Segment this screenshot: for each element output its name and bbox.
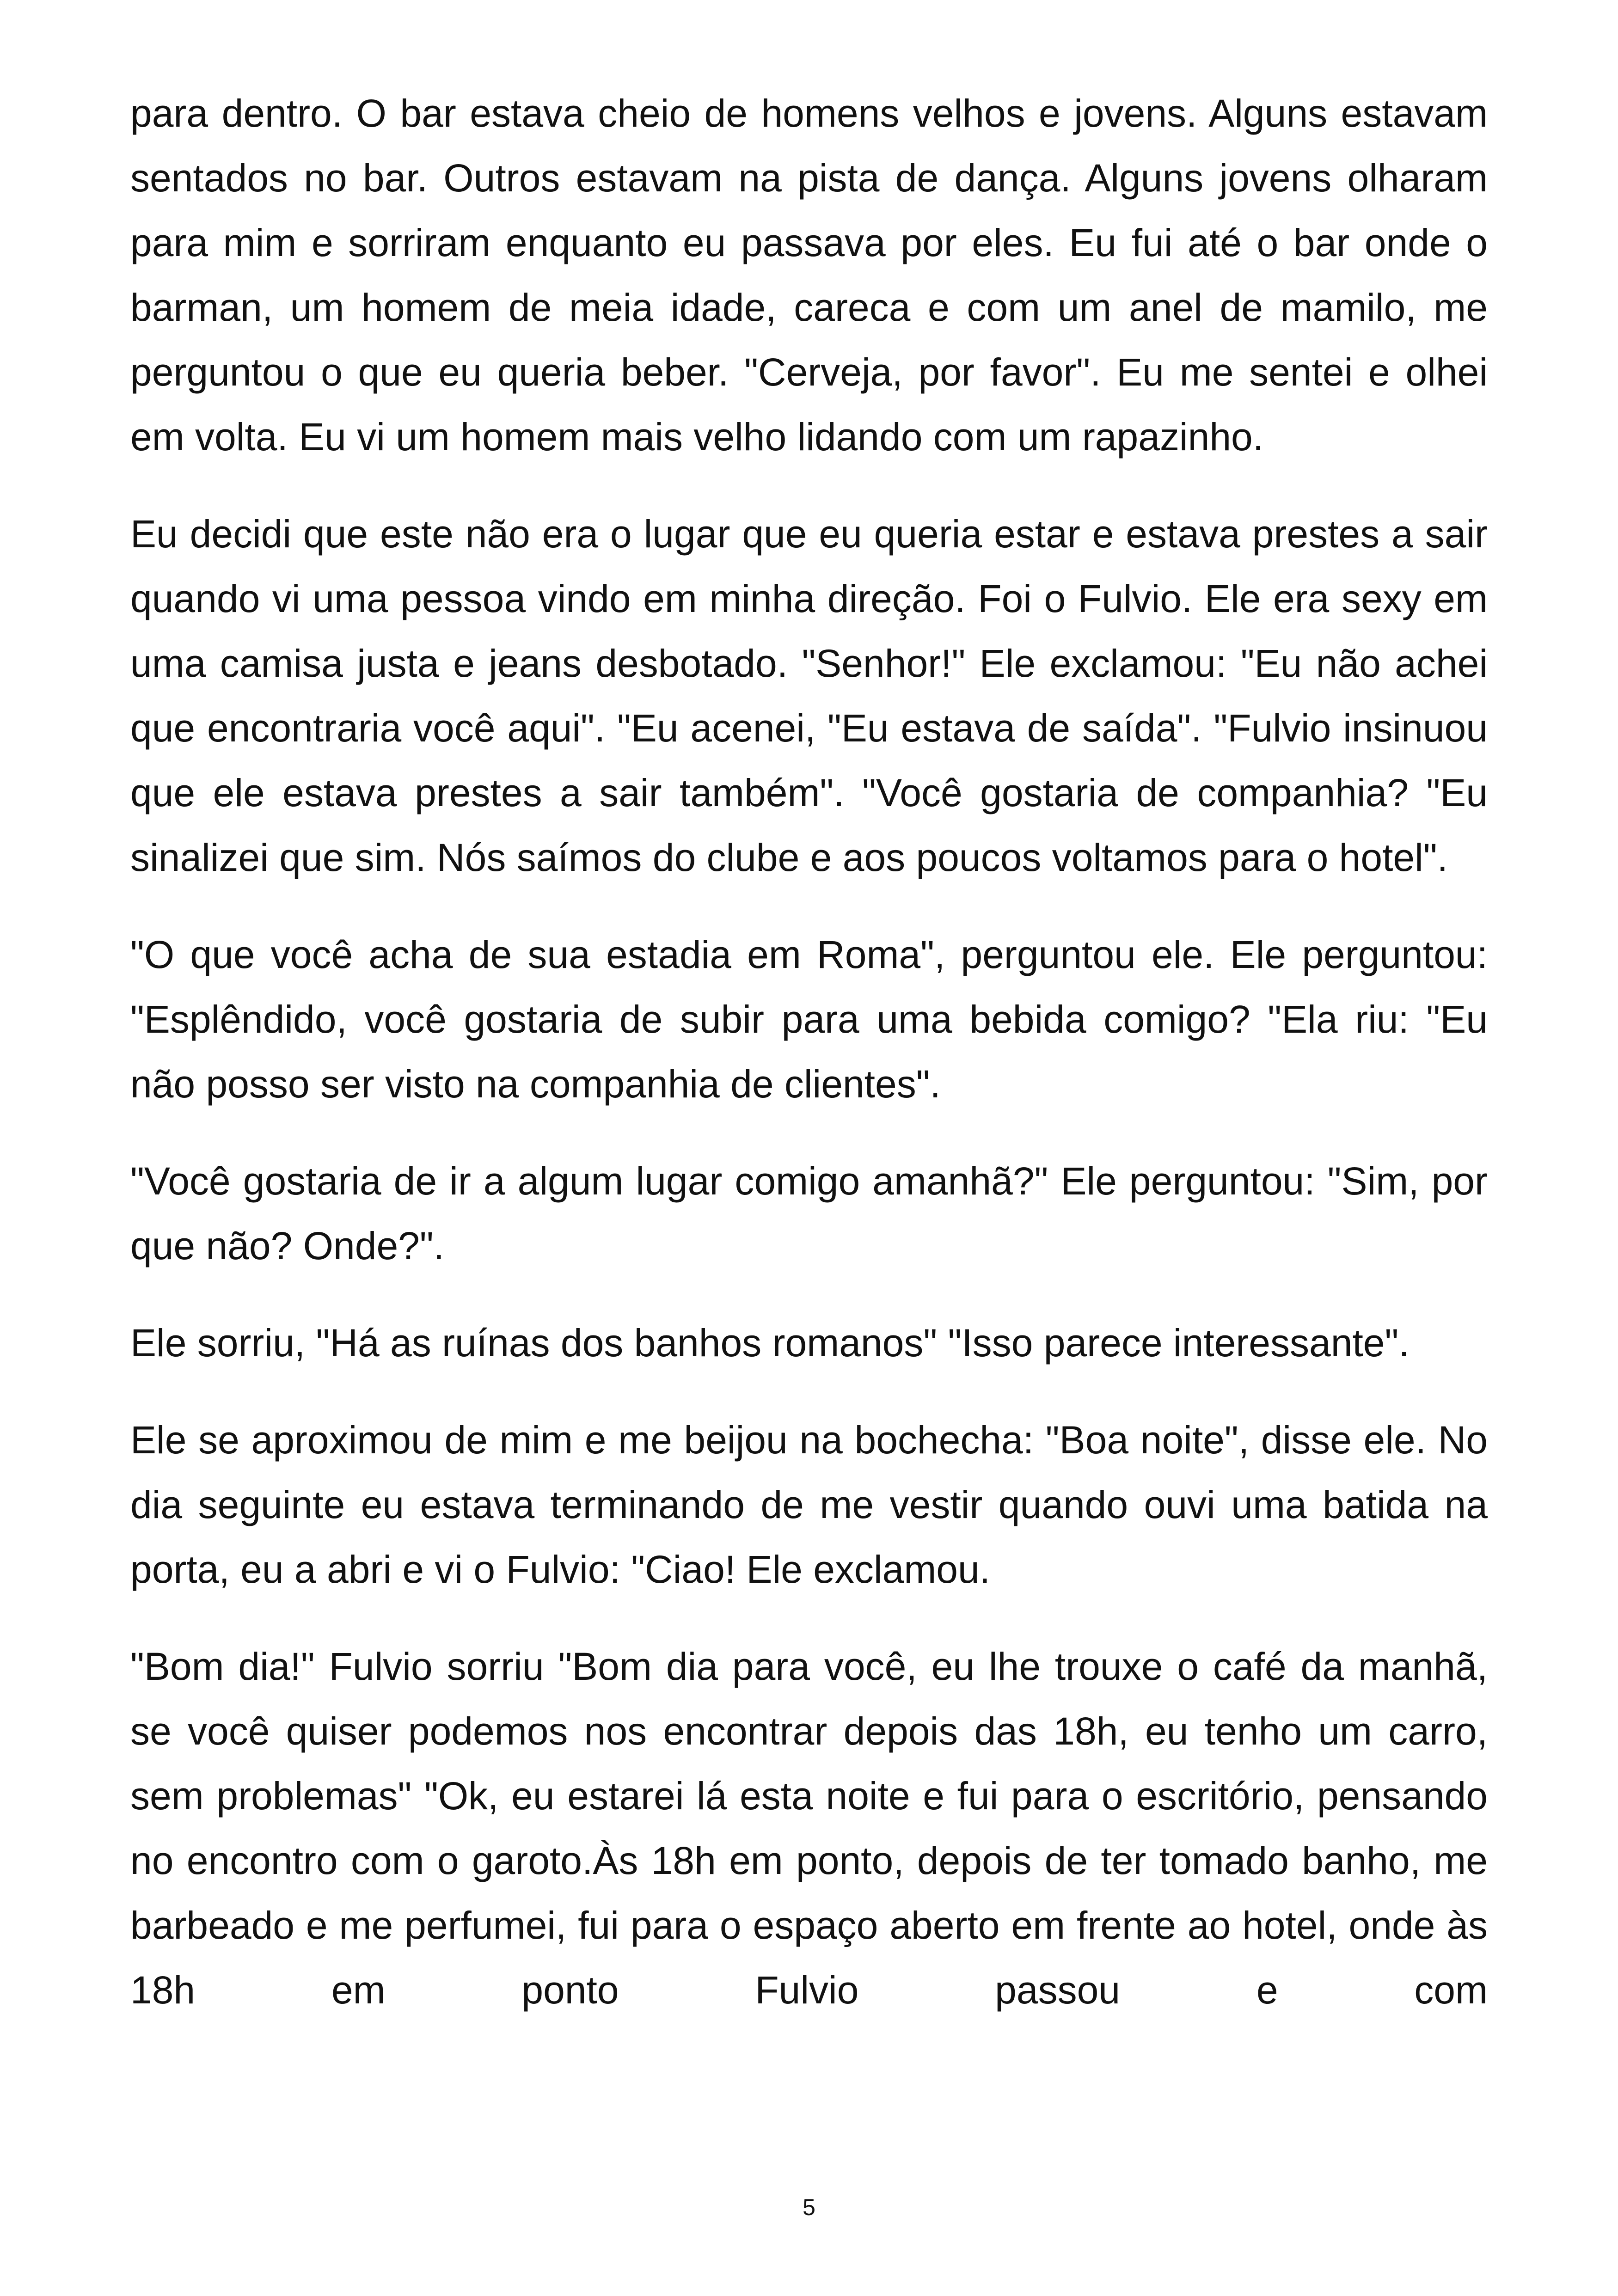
page-number: 5	[803, 2194, 815, 2220]
paragraph-2: Eu decidi que este não era o lugar que eu queria estar e estava prestes a sair quando vi uma pessoa vindo em minha direção. Foi o Fulvio. Ele era sexy em uma camisa justa e jeans desbotado. "Senhor!" Ele exclamou: "Eu não achei que encontraria você aqui". "Eu acenei, "Eu estava de saída". "Fulvio insinuou que ele estava prestes a sair também". "Você gostaria de companhia? "Eu sinalizei que sim. Nós saímos do clube e aos poucos voltamos para o hotel".	[130, 512, 1488, 879]
paragraph-1: para dentro. O bar estava cheio de homens velhos e jovens. Alguns estavam sentados no bar. Outros estavam na pista de dança. Alguns jovens olharam para mim e sorriram enquanto eu passava por eles. Eu fui até o bar onde o barman, um homem de meia idade, careca e com um anel de mamilo, me perguntou o que eu queria beber. "Cerveja, por favor". Eu me sentei e olhei em volta. Eu vi um homem mais velho lidando com um rapazinho.	[130, 92, 1488, 459]
paragraph-5: Ele sorriu, "Há as ruínas dos banhos romanos" "Isso parece interessante".	[130, 1321, 1410, 1365]
paragraph-7: "Bom dia!" Fulvio sorriu "Bom dia para você, eu lhe trouxe o café da manhã, se você quiser podemos nos encontrar depois das 18h, eu tenho um carro, sem problemas" "Ok, eu estarei lá esta noite e fui para o escritório, pensando no encontro com o garoto.Às 18h em ponto, depois de ter tomado banho, me barbeado e me perfumei, fui para o espaço aberto em frente ao hotel, onde às 18h em ponto Fulvio passou e com	[130, 1645, 1488, 2012]
paragraph-6: Ele se aproximou de mim e me beijou na bochecha: "Boa noite", disse ele. No dia seguinte eu estava terminando de me vestir quando ouvi uma batida na porta, eu a abri e vi o Fulvio: "Ciao! Ele exclamou.	[130, 1418, 1488, 1591]
paragraph-4: "Você gostaria de ir a algum lugar comigo amanhã?" Ele perguntou: "Sim, por que não? Onde?".	[130, 1159, 1488, 1267]
paragraph-3: "O que você acha de sua estadia em Roma", perguntou ele. Ele perguntou: "Esplêndido, você gostaria de subir para uma bebida comigo? "Ela riu: "Eu não posso ser visto na companhia de clientes".	[130, 933, 1488, 1106]
body-text	[130, 81, 1488, 2022]
